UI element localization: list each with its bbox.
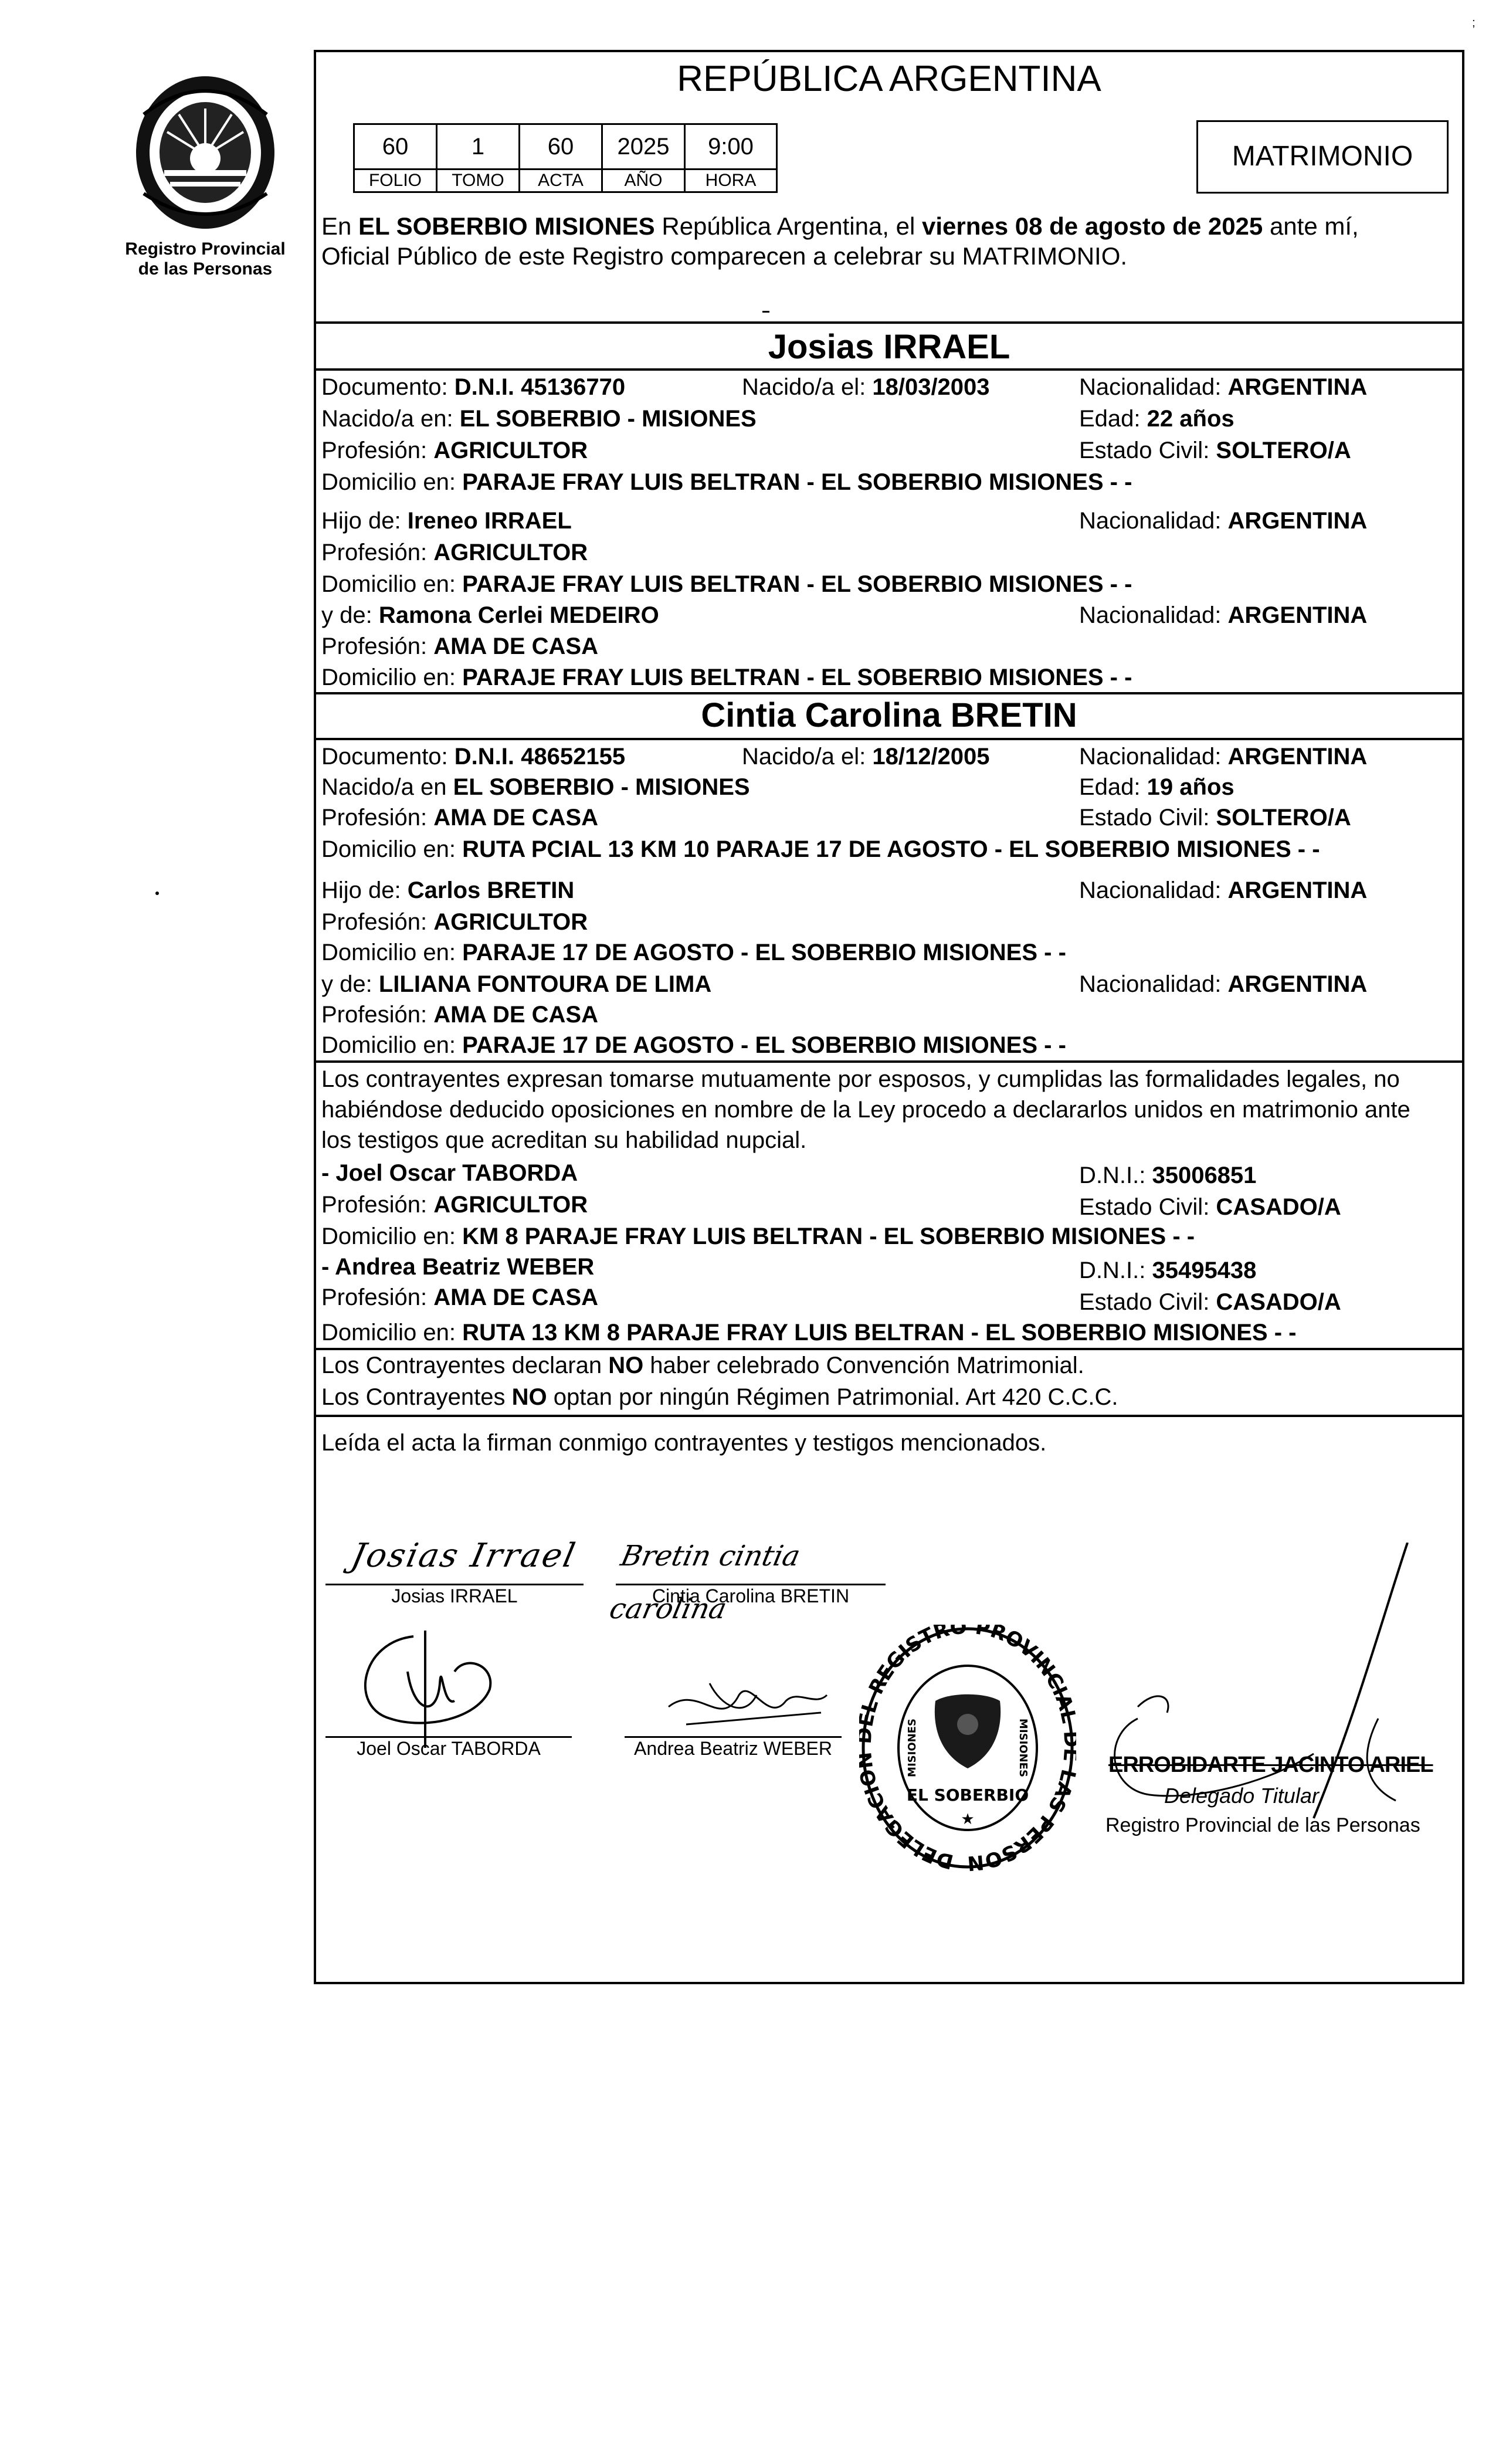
label: Nacionalidad:	[1079, 374, 1228, 400]
field-anio-value: 2025	[601, 123, 686, 170]
groom-dni: D.N.I. 45136770	[454, 374, 626, 400]
witness1-signature-caption: Joel Oscar TABORDA	[357, 1738, 541, 1759]
act-type-box: MATRIMONIO	[1196, 120, 1449, 194]
label: D.N.I.:	[1079, 1162, 1152, 1188]
groom-father-address	[321, 570, 1132, 598]
text: Los Contrayentes	[321, 1384, 512, 1410]
value: ARGENTINA	[1227, 602, 1368, 628]
label: Profesión:	[321, 438, 434, 463]
bride-nationality	[1079, 743, 1367, 771]
bride-dni: D.N.I. 48652155	[454, 744, 626, 770]
groom-nationality-value: ARGENTINA	[1227, 374, 1368, 400]
label: Domicilio en:	[321, 1320, 463, 1345]
groom-profession	[321, 436, 588, 465]
value: AGRICULTOR	[433, 909, 588, 935]
witness2-signature-caption: Andrea Beatriz WEBER	[634, 1738, 832, 1759]
witness2-civil-status	[1079, 1288, 1341, 1316]
value: 35495438	[1152, 1258, 1257, 1283]
logo-caption	[94, 239, 317, 279]
label: Domicilio en:	[321, 1032, 463, 1058]
value: AGRICULTOR	[433, 540, 588, 565]
field-folio-label: FOLIO	[353, 168, 438, 193]
bride-age-value: 19 años	[1147, 774, 1235, 800]
seal-inner-text: EL SOBERBIO	[906, 1785, 1029, 1805]
groom-birthplace	[321, 405, 757, 433]
emphasis: NO	[511, 1384, 547, 1410]
witness2-profession	[321, 1283, 598, 1311]
label: y de:	[321, 602, 379, 628]
divider	[314, 1348, 1464, 1350]
patrimonial-regime	[321, 1383, 1118, 1411]
field-folio-value: 60	[353, 123, 438, 170]
label: Profesión:	[321, 540, 434, 565]
value: AGRICULTOR	[433, 1192, 588, 1218]
text: haber celebrado Convención Matrimonial.	[643, 1353, 1084, 1378]
divider	[314, 1060, 1464, 1063]
stray-mark	[762, 311, 769, 313]
intro-line1	[321, 212, 1359, 240]
witness1-signature	[337, 1619, 513, 1748]
groom-birthplace-value: EL SOBERBIO - MISIONES	[459, 406, 757, 432]
witness1-name: - Joel Oscar TABORDA	[321, 1160, 578, 1186]
declaration-line3: los testigos que acreditan su habilidad nupcial.	[321, 1127, 807, 1153]
bride-signature-handwriting: Bretin cintia carolina	[606, 1540, 803, 1625]
logo-caption-line2: de las Personas	[138, 259, 273, 279]
label: Domicilio en:	[321, 571, 463, 597]
groom-signature-handwriting: Josias Irrael	[348, 1537, 580, 1575]
label: Hijo de:	[321, 877, 408, 903]
label: Estado Civil:	[1079, 438, 1216, 463]
label: Domicilio en:	[321, 665, 463, 690]
seal-ring-text: DELEGACI L REGISTRO PROVINCIA AS PERSON	[859, 1625, 1076, 1871]
closing-statement: Leída el acta la firman conmigo contrayentes y testigos mencionados.	[321, 1430, 1047, 1456]
value: PARAJE 17 DE AGOSTO - EL SOBERBIO MISIONES - -	[462, 1032, 1066, 1058]
bride-mother	[321, 970, 711, 998]
groom-civil-status	[1079, 436, 1351, 465]
witness1-civil-status	[1079, 1193, 1341, 1221]
bride-father-profession	[321, 908, 588, 936]
groom-signature	[348, 1530, 581, 1588]
value: ARGENTINA	[1227, 508, 1368, 534]
groom-signature-caption: Josias IRRAEL	[391, 1585, 518, 1606]
groom-age	[1079, 405, 1235, 433]
witness1-profession	[321, 1191, 588, 1219]
divider	[314, 321, 1464, 324]
witness2-signature-scribble	[651, 1672, 839, 1742]
label: Profesión:	[321, 633, 434, 659]
label: Nacido/a en:	[321, 406, 460, 432]
intro-text-c: ante mí,	[1263, 212, 1359, 240]
label: Nacido/a en	[321, 774, 453, 800]
label: Nacido/a el:	[742, 374, 873, 400]
certificate-title: REPÚBLICA ARGENTINA	[677, 59, 1101, 99]
label: Nacionalidad:	[1079, 971, 1228, 997]
label: Profesión:	[321, 909, 434, 935]
bride-mother-nationality	[1079, 970, 1367, 998]
label: Nacionalidad:	[1079, 508, 1228, 534]
bride-address-value: RUTA PCIAL 13 KM 10 PARAJE 17 DE AGOSTO - EL SOBERBIO MISIONES - -	[462, 836, 1320, 862]
field-anio-label: AÑO	[601, 168, 686, 193]
groom-mother	[321, 601, 659, 629]
value: AMA DE CASA	[433, 1284, 598, 1310]
matrimonial-convention	[321, 1351, 1084, 1380]
witness2-signature	[651, 1672, 839, 1742]
witness1-signature-scribble	[337, 1619, 513, 1748]
label: Profesión:	[321, 1284, 434, 1310]
bride-father	[321, 876, 574, 904]
text: optan por ningún Régimen Patrimonial. Art 420 C.C.C.	[547, 1384, 1118, 1410]
bride-father-address	[321, 938, 1066, 967]
value: AMA DE CASA	[433, 1002, 598, 1028]
label: Nacionalidad:	[1079, 877, 1228, 903]
bride-civil-status-value: SOLTERO/A	[1216, 805, 1351, 831]
intro-place: EL SOBERBIO MISIONES	[358, 212, 655, 240]
registrar-name: ERROBIDARTE JACINTO ARIEL	[1108, 1753, 1433, 1777]
seal-side-left: MISIONES	[906, 1719, 918, 1777]
provincial-logo	[120, 73, 290, 232]
groom-name: Josias IRRAEL	[768, 328, 1010, 366]
bride-birthdate	[742, 743, 990, 771]
svg-text:★: ★	[961, 1810, 975, 1828]
label: y de:	[321, 971, 379, 997]
bride-age	[1079, 773, 1235, 801]
field-hora-label: HORA	[684, 168, 778, 193]
groom-mother-address	[321, 663, 1132, 692]
bride-nationality-value: ARGENTINA	[1227, 744, 1368, 770]
value: CASADO/A	[1216, 1289, 1341, 1315]
bride-mother-name: LILIANA FONTOURA DE LIMA	[378, 971, 712, 997]
field-acta-value: 60	[518, 123, 603, 170]
witness2-name: - Andrea Beatriz WEBER	[321, 1254, 595, 1280]
bride-birthdate-value: 18/12/2005	[872, 744, 990, 770]
groom-father-name: Ireneo IRRAEL	[407, 508, 572, 534]
bride-profession	[321, 804, 598, 832]
value: PARAJE 17 DE AGOSTO - EL SOBERBIO MISIONES - -	[462, 940, 1066, 965]
label: Nacionalidad:	[1079, 744, 1228, 770]
corner-mark: ;	[1472, 16, 1476, 29]
bride-mother-address	[321, 1031, 1066, 1059]
groom-civil-status-value: SOLTERO/A	[1216, 438, 1351, 463]
intro-text-b: República Argentina, el	[654, 212, 922, 240]
groom-address	[321, 468, 1132, 496]
witness1-address	[321, 1222, 1195, 1250]
field-tomo-value: 1	[436, 123, 520, 170]
groom-birthdate-value: 18/03/2003	[872, 374, 990, 400]
groom-father-nationality	[1079, 507, 1367, 535]
label: Nacionalidad:	[1079, 602, 1228, 628]
label: Profesión:	[321, 805, 434, 831]
groom-nationality	[1079, 373, 1367, 401]
groom-document	[321, 373, 625, 401]
value: KM 8 PARAJE FRAY LUIS BELTRAN - EL SOBERBIO MISIONES - -	[462, 1223, 1195, 1249]
intro-date: viernes 08 de agosto de 2025	[921, 212, 1263, 240]
bride-profession-value: AMA DE CASA	[433, 805, 598, 831]
value: ARGENTINA	[1227, 971, 1368, 997]
label: Documento:	[321, 374, 455, 400]
bride-birthplace-value: EL SOBERBIO - MISIONES	[453, 774, 750, 800]
label: D.N.I.:	[1079, 1258, 1152, 1283]
groom-mother-name: Ramona Cerlei MEDEIRO	[378, 602, 659, 628]
label: Hijo de:	[321, 508, 408, 534]
divider	[314, 692, 1464, 694]
label: Estado Civil:	[1079, 1289, 1216, 1315]
label: Domicilio en:	[321, 469, 463, 495]
label: Estado Civil:	[1079, 1194, 1216, 1220]
bride-father-name: Carlos BRETIN	[407, 877, 575, 903]
groom-father-profession	[321, 538, 588, 567]
registrar-office: Registro Provincial de las Personas	[1105, 1814, 1420, 1836]
groom-father	[321, 507, 572, 535]
label: Documento:	[321, 744, 455, 770]
groom-profession-value: AGRICULTOR	[433, 438, 588, 463]
field-acta-label: ACTA	[518, 168, 603, 193]
label: Domicilio en:	[321, 940, 463, 965]
witness1-dni	[1079, 1161, 1256, 1189]
groom-mother-nationality	[1079, 601, 1367, 629]
value: PARAJE FRAY LUIS BELTRAN - EL SOBERBIO MISIONES - -	[462, 665, 1132, 690]
registrar-role: Delegado Titular	[1164, 1784, 1319, 1808]
label: Edad:	[1079, 774, 1147, 800]
groom-mother-profession	[321, 632, 598, 660]
label: Edad:	[1079, 406, 1147, 432]
label: Profesión:	[321, 1192, 434, 1218]
label: Profesión:	[321, 1002, 434, 1028]
groom-address-value: PARAJE FRAY LUIS BELTRAN - EL SOBERBIO MISIONES - -	[462, 469, 1132, 495]
value: AMA DE CASA	[433, 633, 598, 659]
bride-civil-status	[1079, 804, 1351, 832]
official-seal	[859, 1625, 1076, 1871]
label: Domicilio en:	[321, 1223, 463, 1249]
label: Estado Civil:	[1079, 805, 1216, 831]
label: Domicilio en:	[321, 836, 463, 862]
divider	[314, 738, 1464, 740]
seal-side-right: MISIONES	[1017, 1719, 1029, 1777]
intro-line2: Oficial Público de este Registro comparecen a celebrar su MATRIMONIO.	[321, 242, 1128, 270]
logo-caption-line1: Registro Provincial	[125, 239, 286, 259]
bride-signature-caption: Cintia Carolina BRETIN	[652, 1585, 850, 1606]
value: 35006851	[1152, 1162, 1257, 1188]
value: RUTA 13 KM 8 PARAJE FRAY LUIS BELTRAN - EL SOBERBIO MISIONES - -	[462, 1320, 1297, 1345]
label: Nacido/a el:	[742, 744, 873, 770]
text: Los Contrayentes declaran	[321, 1353, 609, 1378]
divider	[314, 368, 1464, 371]
witness2-dni	[1079, 1256, 1256, 1284]
groom-birthdate	[742, 373, 990, 401]
stray-mark	[155, 892, 159, 895]
bride-father-nationality	[1079, 876, 1367, 904]
declaration-line1: Los contrayentes expresan tomarse mutuamente por esposos, y cumplidas las formalidades legales, no	[321, 1066, 1400, 1092]
field-tomo-label: TOMO	[436, 168, 520, 193]
bride-mother-profession	[321, 1001, 598, 1029]
witness2-address	[321, 1319, 1296, 1347]
value: PARAJE FRAY LUIS BELTRAN - EL SOBERBIO MISIONES - -	[462, 571, 1132, 597]
field-hora-value: 9:00	[684, 123, 778, 170]
intro-text-a: En	[321, 212, 359, 240]
divider	[314, 1415, 1464, 1417]
bride-document	[321, 743, 625, 771]
value: ARGENTINA	[1227, 877, 1368, 903]
declaration-line2: habiéndose deducido oposiciones en nombre de la Ley procedo a declararlos unidos en matrimonio ante	[321, 1097, 1410, 1123]
bride-address	[321, 835, 1320, 863]
value: CASADO/A	[1216, 1194, 1341, 1220]
bride-name: Cintia Carolina BRETIN	[701, 696, 1077, 734]
groom-age-value: 22 años	[1147, 406, 1235, 432]
bride-birthplace	[321, 773, 750, 801]
emphasis: NO	[608, 1353, 644, 1378]
